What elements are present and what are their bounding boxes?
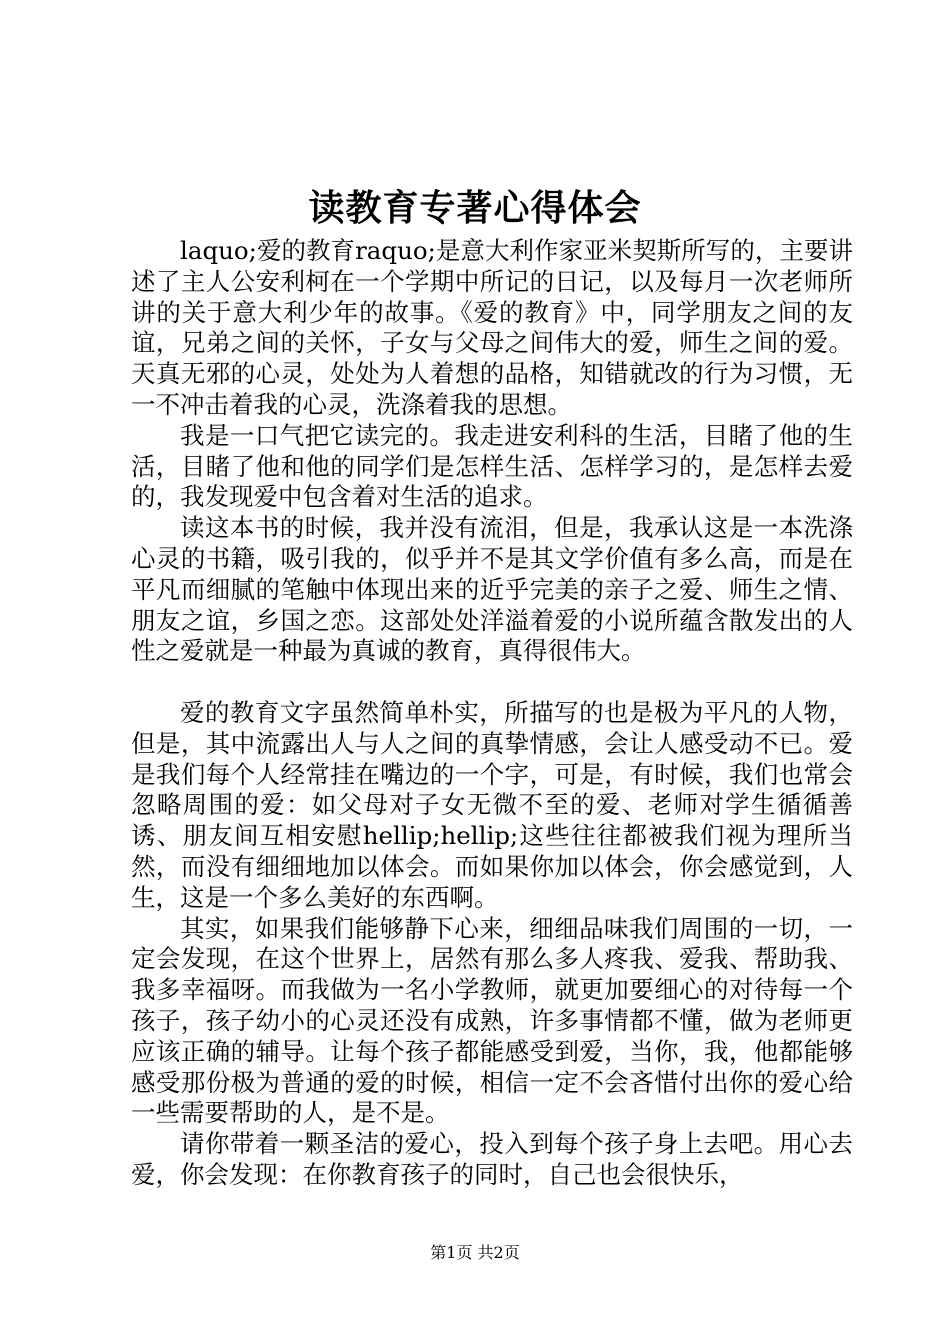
document-title: 读教育专著心得体会 xyxy=(308,187,642,229)
paragraph-4: 爱的教育文字虽然简单朴实，所描写的也是极为平凡的人物，但是，其中流露出人与人之间的真挚情感，会让人感受动不已。爱是我们每个人经常挂在嘴边的一个字，可是，有时候，我们也常会忽略周围的爱：如父母对子女无微不至的爱、老师对学生循循善诱、朋友间互相安慰hellip;hellip;这些往往都被我们视为理所当然，而没有细细地加以体会。而如果你加以体会，你会感觉到，人生，这是一个多么美好的东西啊。 xyxy=(131,697,853,912)
paragraph-2: 我是一口气把它读完的。我走进安利科的生活，目睹了他的生活，目睹了他和他的同学们是怎样生活、怎样学习的，是怎样去爱的，我发现爱中包含着对生活的追求。 xyxy=(131,420,853,512)
paragraph-5: 其实，如果我们能够静下心来，细细品味我们周围的一切，一定会发现，在这个世界上，居然有那么多人疼我、爱我、帮助我、我多幸福呀。而我做为一名小学教师，就更加要细心的对待每一个孩子，孩子幼小的心灵还没有成熟，许多事情都不懂，做为老师更应该正确的辅导。让每个孩子都能感受到爱，当你，我，他都能够感受那份极为普通的爱的时候，相信一定不会吝惜付出你的爱心给一些需要帮助的人，是不是。 xyxy=(131,913,853,1128)
paragraph-gap xyxy=(131,667,853,698)
paragraph-3: 读这本书的时候，我并没有流泪，但是，我承认这是一本洗涤心灵的书籍，吸引我的，似乎并不是其文学价值有多么高，而是在平凡而细腻的笔触中体现出来的近乎完美的亲子之爱、师生之情、朋友之谊，乡国之恋。这部处处洋溢着爱的小说所蕴含散发出的人性之爱就是一种最为真诚的教育，真得很伟大。 xyxy=(131,513,853,666)
document-body xyxy=(131,236,853,1191)
paragraph-6: 请你带着一颗圣洁的爱心，投入到每个孩子身上去吧。用心去爱，你会发现：在你教育孩子的同时，自己也会很快乐， xyxy=(131,1129,853,1189)
page-footer: 第1页 共2页 xyxy=(430,1243,520,1262)
paragraph-1: laquo;爱的教育raquo;是意大利作家亚米契斯所写的，主要讲述了主人公安利柯在一个学期中所记的日记，以及每月一次老师所讲的关于意大利少年的故事。《爱的教育》中，同学朋友之间的友谊，兄弟之间的关怀，子女与父母之间伟大的爱，师生之间的爱。天真无邪的心灵，处处为人着想的品格，知错就改的行为习惯，无一不冲击着我的心灵，洗涤着我的思想。 xyxy=(131,236,853,419)
